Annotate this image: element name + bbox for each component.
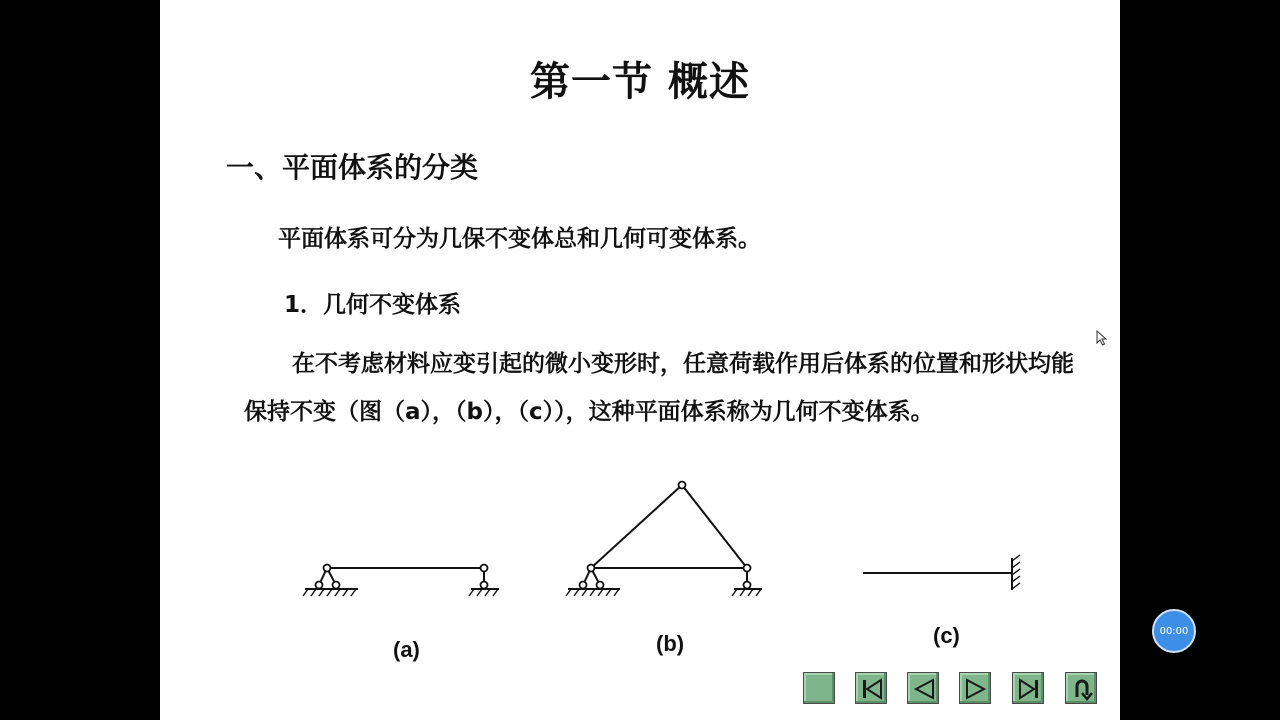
last-slide-button[interactable]: [1012, 672, 1044, 704]
figure-label-b: (b): [656, 631, 685, 656]
section-heading: 一、平面体系的分类: [226, 151, 479, 184]
definition-paragraph: 在不考虑材料应变引起的微小变形时，任意荷载作用后体系的位置和形状均能保持不变（图（a），（b），（c）），这种平面体系称为几何不变体系。: [244, 351, 1074, 425]
next-slide-icon: [960, 673, 992, 705]
slide-title: 第一节 概述: [530, 59, 750, 105]
figure-label-c: (c): [933, 623, 960, 648]
previous-slide-button[interactable]: [907, 672, 939, 704]
subheading: 1．几何不变体系: [284, 292, 462, 318]
intro-text: 平面体系可分为几保不变体总和几何可变体系。: [278, 226, 761, 252]
diagram-b-truss: [566, 485, 762, 596]
figure-label-a: (a): [393, 637, 420, 662]
mouse-cursor-icon: [1096, 330, 1108, 346]
first-slide-icon: [856, 673, 888, 705]
diagram-a-beam: [303, 568, 499, 596]
playback-timer[interactable]: 00:00: [1152, 609, 1196, 653]
last-slide-icon: [1013, 673, 1045, 705]
previous-slide-icon: [908, 673, 940, 705]
return-icon: [1066, 673, 1098, 705]
blank-nav-button[interactable]: [803, 672, 835, 704]
diagram-c-cantilever: [863, 555, 1020, 590]
first-slide-button[interactable]: [855, 672, 887, 704]
return-button[interactable]: [1065, 672, 1097, 704]
next-slide-button[interactable]: [959, 672, 991, 704]
